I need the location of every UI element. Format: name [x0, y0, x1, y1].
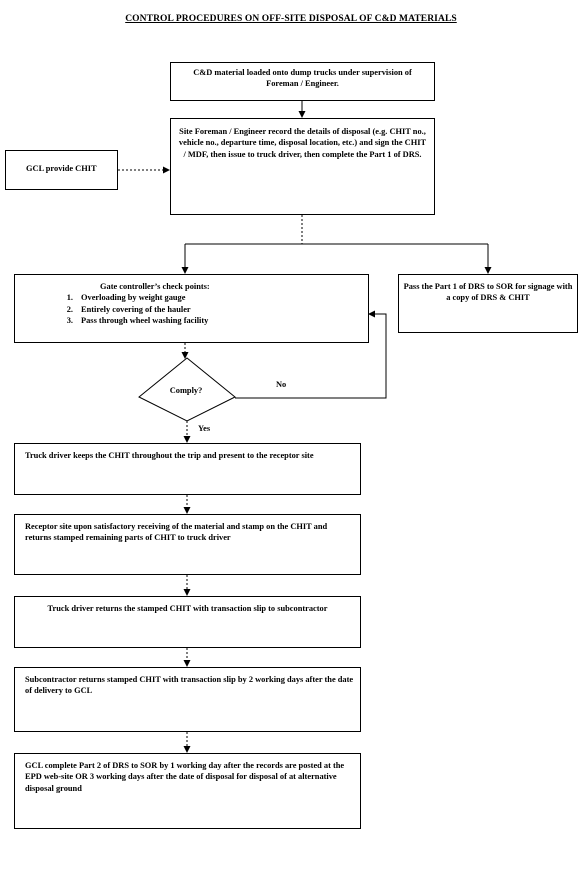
node-subcontractor-returns — [14, 667, 361, 732]
gate-checkpoint-3-text: Pass through wheel washing facility — [81, 316, 209, 326]
node-record-details-text: Site Foreman / Engineer record the details of disposal (e.g. CHIT no., vehicle no., departure time, disposal location, etc.) and sign the CHIT / MDF, then issue to truck driver, then complete the Part 1 of DRS. — [178, 127, 427, 159]
node-pass-part1 — [398, 274, 578, 333]
node-driver-keeps-chit — [14, 443, 361, 495]
gate-checkpoints-heading: Gate controller’s check points: — [100, 282, 210, 291]
node-gcl-provide-chit — [5, 150, 118, 190]
decision-label: Comply? — [169, 386, 203, 395]
edge-label-yes: Yes — [198, 424, 211, 433]
node-load-trucks — [170, 62, 435, 101]
node-receptor-site-text: Receptor site upon satisfactory receiving of the material and stamp on the CHIT and returns stamped remaining parts of CHIT to truck driver — [25, 522, 328, 543]
node-record-details — [170, 118, 435, 215]
node-gcl-complete-text: GCL complete Part 2 of DRS to SOR by 1 working day after the records are posted at the EPD web-site OR 3 working days after the date of disposal for disposal of at alternative disposal ground — [25, 761, 345, 793]
gate-checkpoint-1 — [23, 292, 360, 303]
gate-checkpoint-1-num: 1. — [66, 293, 73, 303]
node-gcl-complete — [14, 753, 361, 829]
page-title: CONTROL PROCEDURES ON OFF-SITE DISPOSAL OF C&D MATERIALS — [125, 14, 457, 24]
node-load-trucks-text: C&D material loaded onto dump trucks under supervision of Foreman / Engineer. — [193, 68, 412, 89]
node-driver-keeps-chit-text: Truck driver keeps the CHIT throughout the trip and present to the receptor site — [25, 451, 314, 460]
node-subcontractor-returns-text: Subcontractor returns stamped CHIT with transaction slip by 2 working days after the date of delivery to GCL — [25, 675, 354, 696]
node-driver-returns-text: Truck driver returns the stamped CHIT with transaction slip to subcontractor — [47, 604, 328, 613]
node-gate-checkpoints — [14, 274, 369, 343]
gate-checkpoint-2-num: 2. — [66, 304, 73, 314]
gate-checkpoint-2-text: Entirely covering of the hauler — [81, 304, 191, 314]
edge-label-no: No — [276, 380, 287, 389]
node-gcl-provide-chit-text: GCL provide CHIT — [26, 164, 97, 173]
gate-checkpoint-3-num: 3. — [66, 316, 73, 326]
node-receptor-site — [14, 514, 361, 575]
node-driver-returns — [14, 596, 361, 648]
gate-checkpoint-2 — [23, 304, 360, 315]
node-pass-part1-text: Pass the Part 1 of DRS to SOR for signage with a copy of DRS & CHIT — [403, 282, 573, 303]
gate-checkpoint-1-text: Overloading by weight gauge — [81, 293, 186, 303]
gate-checkpoint-3 — [23, 315, 360, 326]
